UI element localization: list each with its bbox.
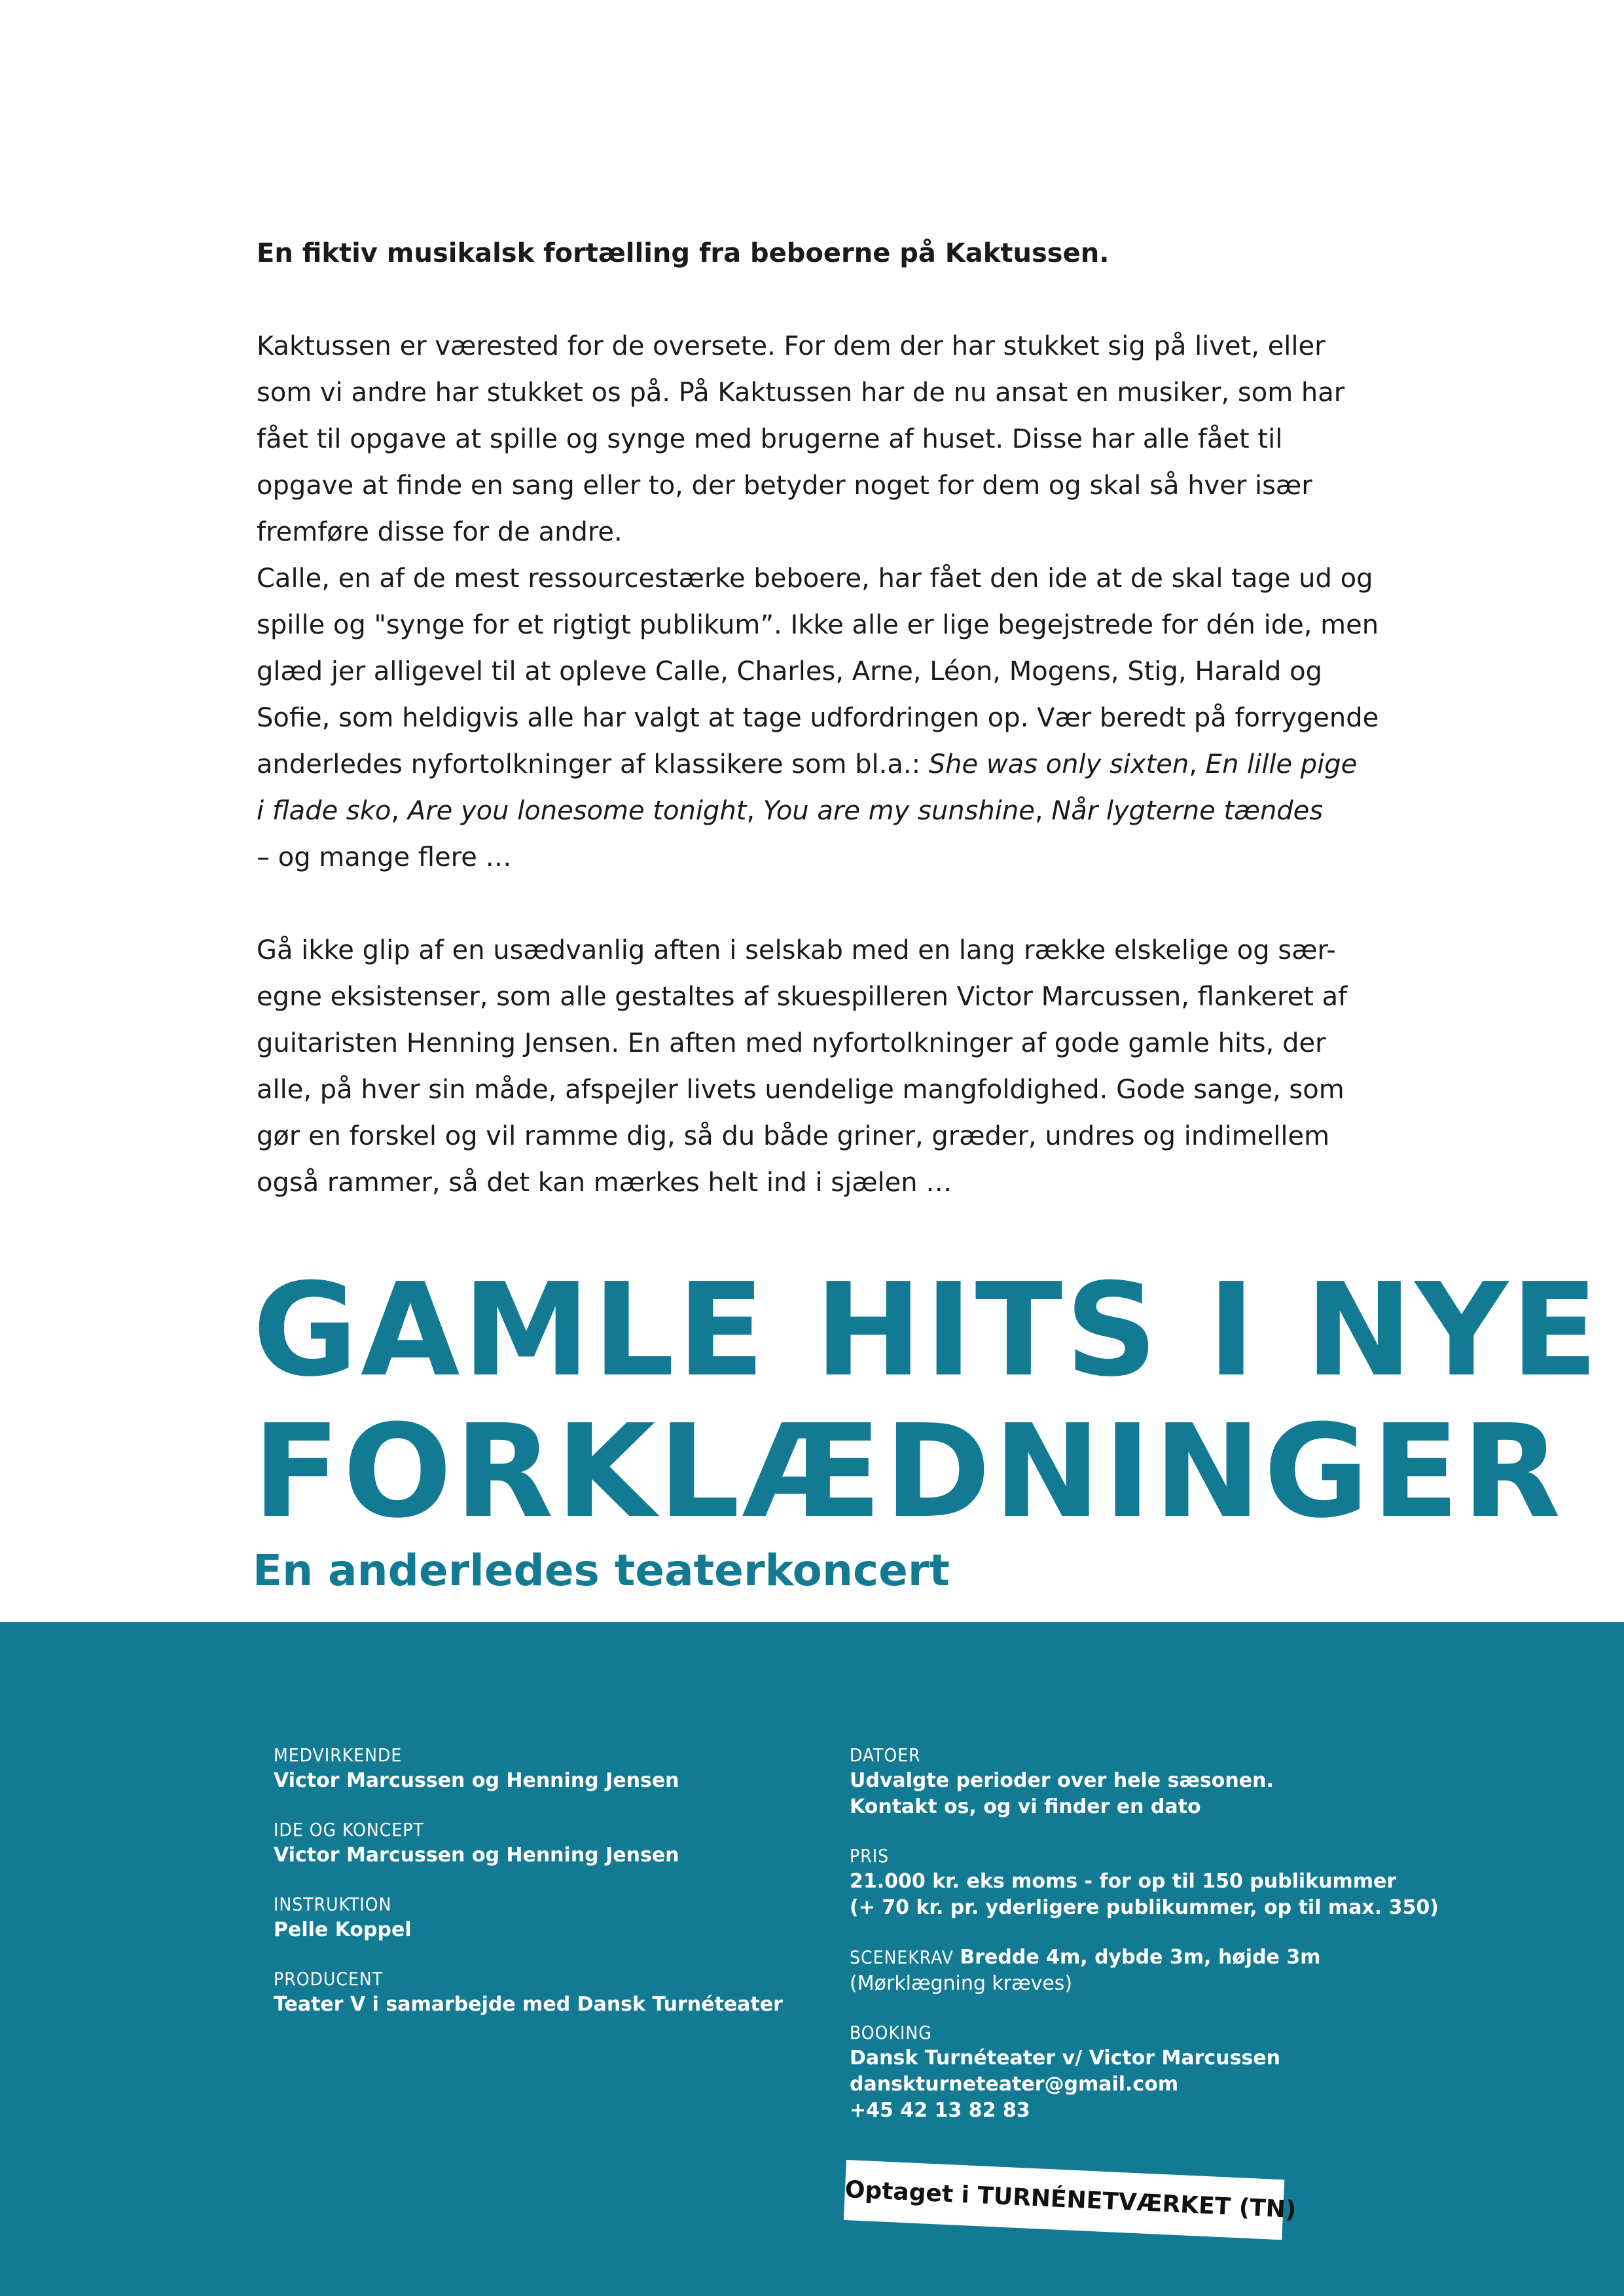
datoer-label: DATOER [850, 1744, 921, 1766]
intro-line: – og mange flere … [257, 842, 512, 872]
headline-line-1: GAMLE HITS I NYE [253, 1256, 1601, 1405]
intro-line: guitaristen Henning Jensen. En aften med nyfortolkninger af gode gamle hits, der [257, 1028, 1326, 1058]
song-title: Are you lonesome tonight [407, 796, 747, 826]
booking-phone[interactable]: +45 42 13 82 83 [850, 2099, 1030, 2122]
credit-label: MEDVIRKENDE [274, 1744, 403, 1766]
datoer-item [850, 1743, 1439, 1820]
credit-item [274, 1892, 810, 1943]
pris-label: PRIS [850, 1845, 890, 1867]
credit-item [274, 1743, 810, 1794]
headline [253, 1256, 1601, 1547]
booking-column [850, 1743, 1439, 2147]
intro-line: egne eksistenser, som alle gestaltes af skuespilleren Victor Marcussen, flankeret af [257, 982, 1348, 1012]
song-title: En lille pige [1205, 749, 1358, 780]
intro-line: også rammer, så det kan mærkes helt ind i sjælen … [257, 1168, 952, 1198]
intro-line: fremføre disse for de andre. [257, 517, 623, 547]
credit-item [274, 1818, 810, 1869]
scenekrav-item [850, 1945, 1439, 1997]
credit-value: Victor Marcussen og Henning Jensen [274, 1844, 679, 1867]
intro-text [257, 230, 1382, 1206]
datoer-value: Kontakt os, og vi finder en dato [850, 1795, 1201, 1818]
paragraph-gap [257, 277, 1382, 323]
info-panel [0, 1622, 1624, 2296]
scenekrav-value: Bredde 4m, dybde 3m, højde 3m [960, 1946, 1321, 1969]
credit-value: Teater V i samarbejde med Dansk Turnéteater [274, 1993, 783, 2016]
pris-item [850, 1844, 1439, 1921]
intro-line: Kaktussen er værested for de oversete. For dem der har stukket sig på livet, eller [257, 331, 1326, 361]
credit-label: IDE OG KONCEPT [274, 1819, 424, 1840]
datoer-value: Udvalgte perioder over hele sæsonen. [850, 1769, 1274, 1792]
scenekrav-row [850, 1945, 1439, 1971]
headline-line-2: FORKLÆDNINGER [253, 1397, 1564, 1547]
intro-line: Sofie, som heldigvis alle har valgt at tage udfordringen op. Vær beredt på forrygende [257, 703, 1379, 733]
intro-lead: En fiktiv musikalsk fortælling fra beboerne på Kaktussen. [257, 238, 1110, 268]
song-title: Når lygterne tændes [1051, 796, 1324, 826]
intro-line: gør en forskel og vil ramme dig, så du både griner, græder, undres og indimellem [257, 1121, 1330, 1151]
credit-value: Pelle Koppel [274, 1918, 412, 1941]
intro-line: anderledes nyfortolkninger af klassikere som bl.a.: She was only sixten, En lille pige [257, 749, 1358, 780]
song-title: You are my sunshine [763, 796, 1035, 826]
pris-value: 21.000 kr. eks moms - for op til 150 publikummer [850, 1870, 1397, 1893]
network-stamp: Optaget i TURNÉNETVÆRKET (TN) [844, 2160, 1284, 2240]
credit-value: Victor Marcussen og Henning Jensen [274, 1769, 679, 1792]
credits-column [274, 1743, 810, 2041]
booking-email[interactable]: danskturneteater@gmail.com [850, 2073, 1179, 2096]
song-title: i flade sko [257, 796, 391, 826]
credit-label: INSTRUKTION [274, 1893, 392, 1915]
paragraph-gap [257, 881, 1382, 927]
credit-item [274, 1967, 810, 2018]
intro-line-text: anderledes nyfortolkninger af klassikere som bl.a.: [257, 749, 929, 780]
intro-line: Gå ikke glip af en usædvanlig aften i selskab med en lang række elskelige og sær- [257, 935, 1336, 965]
booking-label: BOOKING [850, 2022, 932, 2043]
intro-line: glæd jer alligevel til at opleve Calle, Charles, Arne, Léon, Mogens, Stig, Harald og [257, 656, 1322, 687]
subtitle: En anderledes teaterkoncert [253, 1545, 950, 1596]
booking-name: Dansk Turnéteater v/ Victor Marcussen [850, 2047, 1280, 2070]
intro-line: alle, på hver sin måde, afspejler livets uendelige mangfoldighed. Gode sange, som [257, 1075, 1344, 1105]
intro-line: fået til opgave at spille og synge med brugerne af huset. Disse har alle fået til [257, 424, 1283, 454]
intro-line: Calle, en af de mest ressourcestærke beboere, har fået den ide at de skal tage ud og [257, 564, 1373, 594]
credit-label: PRODUCENT [274, 1968, 384, 1990]
booking-item [850, 2020, 1439, 2124]
scenekrav-note: (Mørklægning kræves) [850, 1972, 1073, 1995]
intro-line: i flade sko, Are you lonesome tonight, You are my sunshine, Når lygterne tændes [257, 796, 1324, 826]
pris-value: (+ 70 kr. pr. yderligere publikummer, op til max. 350) [850, 1896, 1439, 1919]
intro-line: som vi andre har stukket os på. På Kaktussen har de nu ansat en musiker, som har [257, 378, 1345, 408]
scenekrav-label: SCENEKRAV [850, 1946, 954, 1968]
intro-line: spille og "synge for et rigtigt publikum”. Ikke alle er lige begejstrede for dén ide, men [257, 610, 1379, 640]
song-title: She was only sixten [928, 749, 1189, 780]
intro-line: opgave at finde en sang eller to, der betyder noget for dem og skal så hver især [257, 471, 1312, 501]
